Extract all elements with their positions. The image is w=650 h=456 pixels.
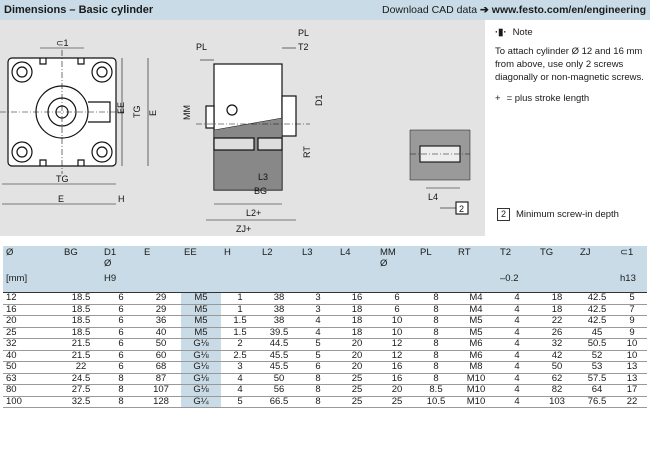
table-cell: 3 — [299, 293, 337, 305]
table-cell: 10 — [377, 327, 417, 339]
dim-tg-side: TG — [132, 105, 142, 118]
table-cell: 44.5 — [259, 339, 299, 351]
table-cell: G⅛ — [181, 362, 221, 374]
header-line — [458, 273, 494, 284]
table-cell: 22 — [61, 362, 101, 374]
table-cell: 16 — [3, 304, 61, 316]
table-cell: 20 — [3, 316, 61, 328]
table-cell: 18 — [337, 304, 377, 316]
table-row — [3, 293, 647, 305]
table-cell: 6 — [101, 362, 141, 374]
column-header — [101, 246, 141, 293]
cad-download[interactable] — [382, 4, 646, 16]
dim-l4: L4 — [428, 192, 439, 202]
table-cell: 2 — [221, 339, 259, 351]
header-line: D1 — [104, 247, 117, 258]
table-row — [3, 373, 647, 385]
header-line: Ø — [6, 247, 14, 258]
table-cell: 8 — [417, 350, 455, 362]
table-row — [3, 304, 647, 316]
header-line: E — [144, 247, 151, 258]
table-cell: 32.5 — [61, 396, 101, 408]
table-cell: 7 — [617, 304, 647, 316]
table-cell: 17 — [617, 385, 647, 397]
table-cell: 20 — [377, 385, 417, 397]
table-cell: 18 — [537, 304, 577, 316]
table-cell: 50 — [259, 373, 299, 385]
table-cell: 107 — [141, 385, 181, 397]
table-cell: 8.5 — [417, 385, 455, 397]
table-cell: G⅛ — [181, 373, 221, 385]
column-header — [299, 246, 337, 293]
table-cell: 8 — [299, 396, 337, 408]
table-cell: M5 — [181, 293, 221, 305]
screw-text: Minimum screw-in depth — [516, 209, 619, 220]
header-line — [580, 273, 614, 284]
table-cell: 36 — [141, 316, 181, 328]
table-cell: G⅛ — [181, 385, 221, 397]
table-cell: 10 — [617, 339, 647, 351]
table-cell: 32 — [537, 339, 577, 351]
table-cell: 22 — [617, 396, 647, 408]
header-line — [302, 273, 334, 284]
table-cell: 4 — [299, 327, 337, 339]
table-cell: 60 — [141, 350, 181, 362]
table-cell: 100 — [3, 396, 61, 408]
dim-c1: ⊂1 — [56, 38, 69, 48]
table-cell: M10 — [455, 385, 497, 397]
table-cell: M6 — [455, 350, 497, 362]
technical-drawing-panel — [0, 20, 485, 236]
dim-tg-front: TG — [56, 174, 69, 184]
table-cell: M10 — [455, 373, 497, 385]
table-cell: 6 — [101, 327, 141, 339]
table-cell: 39.5 — [259, 327, 299, 339]
table-cell: 6 — [101, 350, 141, 362]
column-header — [259, 246, 299, 293]
table-cell: 38 — [259, 304, 299, 316]
dimensions-table — [3, 246, 647, 408]
header-line — [262, 273, 296, 284]
table-cell: 18.5 — [61, 293, 101, 305]
arrow-icon: ➔ — [480, 4, 489, 16]
table-header-row — [3, 246, 647, 293]
technical-drawing — [0, 20, 485, 236]
table-cell: 4 — [221, 385, 259, 397]
table-row — [3, 350, 647, 362]
table-cell: 8 — [417, 339, 455, 351]
table-cell: 50 — [141, 339, 181, 351]
table-cell: 12 — [3, 293, 61, 305]
table-body — [3, 293, 647, 408]
header-line: PL — [420, 247, 432, 258]
column-header — [3, 246, 61, 293]
table-cell: 13 — [617, 373, 647, 385]
table-cell: M5 — [181, 327, 221, 339]
table-cell: 45 — [577, 327, 617, 339]
header-line: TG — [540, 247, 554, 258]
column-header — [417, 246, 455, 293]
table-cell: 8 — [417, 293, 455, 305]
column-header — [617, 246, 647, 293]
table-cell: 66.5 — [259, 396, 299, 408]
table-cell: 9 — [617, 327, 647, 339]
column-header — [377, 246, 417, 293]
plus-text: = plus stroke length — [506, 93, 590, 104]
table-cell: 16 — [337, 293, 377, 305]
table-cell: 42.5 — [577, 293, 617, 305]
table-cell: 32 — [3, 339, 61, 351]
table-cell: 40 — [141, 327, 181, 339]
table-cell: 103 — [537, 396, 577, 408]
table-row — [3, 327, 647, 339]
table-cell: 50.5 — [577, 339, 617, 351]
column-header — [577, 246, 617, 293]
dim-d1: D1 — [314, 94, 324, 106]
table-cell: 18 — [337, 316, 377, 328]
table-cell: M5 — [455, 327, 497, 339]
table-cell: 18.5 — [61, 327, 101, 339]
table-cell: 12 — [377, 350, 417, 362]
dim-t2: T2 — [298, 42, 309, 52]
table-cell: 76.5 — [577, 396, 617, 408]
header-line — [64, 273, 98, 284]
table-cell: 8 — [101, 373, 141, 385]
table-cell: 1.5 — [221, 316, 259, 328]
table-cell: 10 — [617, 350, 647, 362]
table-cell: 4 — [497, 339, 537, 351]
table-cell: M8 — [455, 362, 497, 374]
plus-symbol: + — [495, 93, 501, 104]
table-cell: 26 — [537, 327, 577, 339]
table-cell: 8 — [299, 373, 337, 385]
table-cell: 22 — [537, 316, 577, 328]
dim-l3: L3 — [258, 172, 269, 182]
table-cell: 20 — [337, 350, 377, 362]
table-cell: 6 — [101, 339, 141, 351]
dim-h: H — [118, 194, 125, 204]
note-marker-icon: ·▮· — [495, 27, 507, 38]
table-cell: 25 — [337, 373, 377, 385]
table-cell: 57.5 — [577, 373, 617, 385]
table-cell: 8 — [417, 373, 455, 385]
header-line — [620, 258, 644, 269]
dim-ee: EE — [116, 101, 126, 114]
table-cell: 42.5 — [577, 316, 617, 328]
table-cell: 52 — [577, 350, 617, 362]
table-cell: 4 — [221, 373, 259, 385]
header-line — [420, 258, 452, 269]
header-line — [184, 273, 218, 284]
table-cell: 68 — [141, 362, 181, 374]
table-cell: 5 — [299, 339, 337, 351]
table-cell: 21.5 — [61, 339, 101, 351]
dim-zj: ZJ+ — [236, 224, 252, 234]
header-line — [340, 258, 374, 269]
cad-link[interactable]: www.festo.com/en/engineering — [491, 4, 646, 16]
note-label: Note — [512, 27, 533, 38]
table-cell: 6 — [377, 293, 417, 305]
table-cell: 18 — [337, 327, 377, 339]
table-cell: 62 — [537, 373, 577, 385]
header-line — [500, 258, 534, 269]
header-line: BG — [64, 247, 78, 258]
header-line: Ø — [104, 258, 112, 269]
table-cell: 29 — [141, 304, 181, 316]
dim-l2: L2+ — [246, 208, 262, 218]
column-header — [181, 246, 221, 293]
header-line — [224, 273, 256, 284]
table-cell: 45.5 — [259, 362, 299, 374]
table-cell: M5 — [181, 304, 221, 316]
table-cell: 6 — [377, 304, 417, 316]
dim-mm: MM — [182, 105, 192, 120]
table-row — [3, 339, 647, 351]
table-cell: 27.5 — [61, 385, 101, 397]
header-line — [458, 258, 494, 269]
table-cell: 42.5 — [577, 304, 617, 316]
table-cell: 3 — [299, 304, 337, 316]
cad-prefix: Download CAD data — [381, 4, 478, 16]
table-cell: 20 — [337, 362, 377, 374]
header-line: h13 — [620, 273, 636, 284]
table-cell: 8 — [101, 396, 141, 408]
detail-marker-2: 2 — [459, 204, 465, 214]
dim-pl: PL — [196, 42, 208, 52]
table-cell: 8 — [299, 385, 337, 397]
table-cell: 3 — [221, 362, 259, 374]
table-cell: 13 — [617, 362, 647, 374]
table-cell: 1 — [221, 293, 259, 305]
table-cell: 10.5 — [417, 396, 455, 408]
table-cell: 4 — [497, 362, 537, 374]
table-cell: 82 — [537, 385, 577, 397]
column-header — [141, 246, 181, 293]
table-cell: 5 — [617, 293, 647, 305]
table-cell: 8 — [417, 304, 455, 316]
column-header — [455, 246, 497, 293]
table-cell: 12 — [377, 339, 417, 351]
dim-rt: RT — [302, 146, 312, 158]
table-cell: M4 — [455, 293, 497, 305]
table-cell: 16 — [377, 362, 417, 374]
table-cell: M5 — [181, 316, 221, 328]
header-line — [64, 258, 98, 269]
section-header — [0, 0, 650, 20]
table-cell: 10 — [377, 316, 417, 328]
header-line: –0.2 — [500, 273, 519, 284]
front-view — [0, 48, 148, 204]
table-cell: 18.5 — [61, 304, 101, 316]
table-cell: 29 — [141, 293, 181, 305]
table-cell: 24.5 — [61, 373, 101, 385]
table-cell: 50 — [537, 362, 577, 374]
header-line: RT — [458, 247, 471, 258]
header-line: H — [224, 247, 231, 258]
table-cell: 38 — [259, 316, 299, 328]
table-cell: 1 — [221, 304, 259, 316]
table-cell: G¼ — [181, 396, 221, 408]
table-cell: 42 — [537, 350, 577, 362]
header-line — [580, 258, 614, 269]
column-header — [497, 246, 537, 293]
table-cell: 2.5 — [221, 350, 259, 362]
section-title: Dimensions – Basic cylinder — [4, 4, 154, 16]
table-cell: G⅛ — [181, 339, 221, 351]
header-line — [302, 258, 334, 269]
header-line — [144, 273, 178, 284]
table-cell: 25 — [337, 385, 377, 397]
table-cell: M10 — [455, 396, 497, 408]
header-line: T2 — [500, 247, 512, 258]
table-cell: 6 — [101, 293, 141, 305]
table-cell: 18 — [537, 293, 577, 305]
header-line — [6, 258, 58, 269]
header-line: ⊂1 — [620, 247, 634, 258]
dim-e-front: E — [58, 194, 65, 204]
table-cell: 8 — [417, 327, 455, 339]
table-cell: 4 — [497, 350, 537, 362]
table-cell: 4 — [497, 304, 537, 316]
table-row — [3, 396, 647, 408]
dim-pl-top: PL — [298, 28, 310, 38]
notes-panel — [495, 26, 645, 105]
table-row — [3, 316, 647, 328]
header-line — [144, 258, 178, 269]
note-text: To attach cylinder Ø 12 and 16 mm from above, use only 2 screws diagonally or non-magnetic screws. — [495, 46, 644, 83]
table-cell: 4 — [497, 293, 537, 305]
column-header — [537, 246, 577, 293]
table-cell: 56 — [259, 385, 299, 397]
table-cell: 40 — [3, 350, 61, 362]
header-line: MM — [380, 247, 396, 258]
header-line: Ø — [380, 258, 388, 269]
side-view — [196, 48, 310, 220]
table-cell: G⅛ — [181, 350, 221, 362]
table-cell: 25 — [337, 396, 377, 408]
table-cell: 25 — [3, 327, 61, 339]
header-line: H9 — [104, 273, 117, 284]
header-line — [420, 273, 452, 284]
table-cell: 6 — [101, 304, 141, 316]
table-cell: 20 — [337, 339, 377, 351]
table-row — [3, 385, 647, 397]
header-line — [540, 273, 574, 284]
table-cell: 64 — [577, 385, 617, 397]
table-cell: 1.5 — [221, 327, 259, 339]
table-cell: 8 — [101, 385, 141, 397]
table-cell: 18.5 — [61, 316, 101, 328]
header-line — [262, 258, 296, 269]
table-cell: M6 — [455, 339, 497, 351]
table-row — [3, 362, 647, 374]
table-cell: 4 — [497, 327, 537, 339]
table-cell: 128 — [141, 396, 181, 408]
table-cell: 50 — [3, 362, 61, 374]
table-cell: 38 — [259, 293, 299, 305]
table-cell: 87 — [141, 373, 181, 385]
dim-e-side: E — [148, 109, 158, 116]
table-cell: M4 — [455, 304, 497, 316]
header-line: L4 — [340, 247, 351, 258]
table-cell: 45.5 — [259, 350, 299, 362]
detail-view — [410, 130, 470, 214]
header-line: ZJ — [580, 247, 591, 258]
table-cell: 4 — [497, 373, 537, 385]
table-cell: 53 — [577, 362, 617, 374]
header-line: EE — [184, 247, 197, 258]
table-cell: 25 — [377, 396, 417, 408]
table-cell: 6 — [101, 316, 141, 328]
table-cell: 5 — [299, 350, 337, 362]
table-cell: 16 — [377, 373, 417, 385]
table-cell: 4 — [497, 316, 537, 328]
table-cell: 9 — [617, 316, 647, 328]
table-cell: 8 — [417, 362, 455, 374]
screw-marker: 2 — [497, 208, 510, 221]
header-line: L3 — [302, 247, 313, 258]
dim-bg: BG — [254, 186, 268, 196]
table-cell: 4 — [497, 385, 537, 397]
table-cell: 4 — [299, 316, 337, 328]
header-line: [mm] — [6, 273, 28, 284]
table-cell: 8 — [417, 316, 455, 328]
header-line: L2 — [262, 247, 273, 258]
table-cell: 5 — [221, 396, 259, 408]
table-cell: 4 — [497, 396, 537, 408]
table-cell: 21.5 — [61, 350, 101, 362]
header-line — [540, 258, 574, 269]
header-line — [224, 258, 256, 269]
header-line — [184, 258, 218, 269]
column-header — [337, 246, 377, 293]
table-cell: 80 — [3, 385, 61, 397]
screw-in-note — [497, 208, 619, 221]
column-header — [61, 246, 101, 293]
table-cell: 6 — [299, 362, 337, 374]
header-line — [340, 273, 374, 284]
column-header — [221, 246, 259, 293]
header-line — [380, 273, 414, 284]
table-cell: M5 — [455, 316, 497, 328]
table-cell: 63 — [3, 373, 61, 385]
